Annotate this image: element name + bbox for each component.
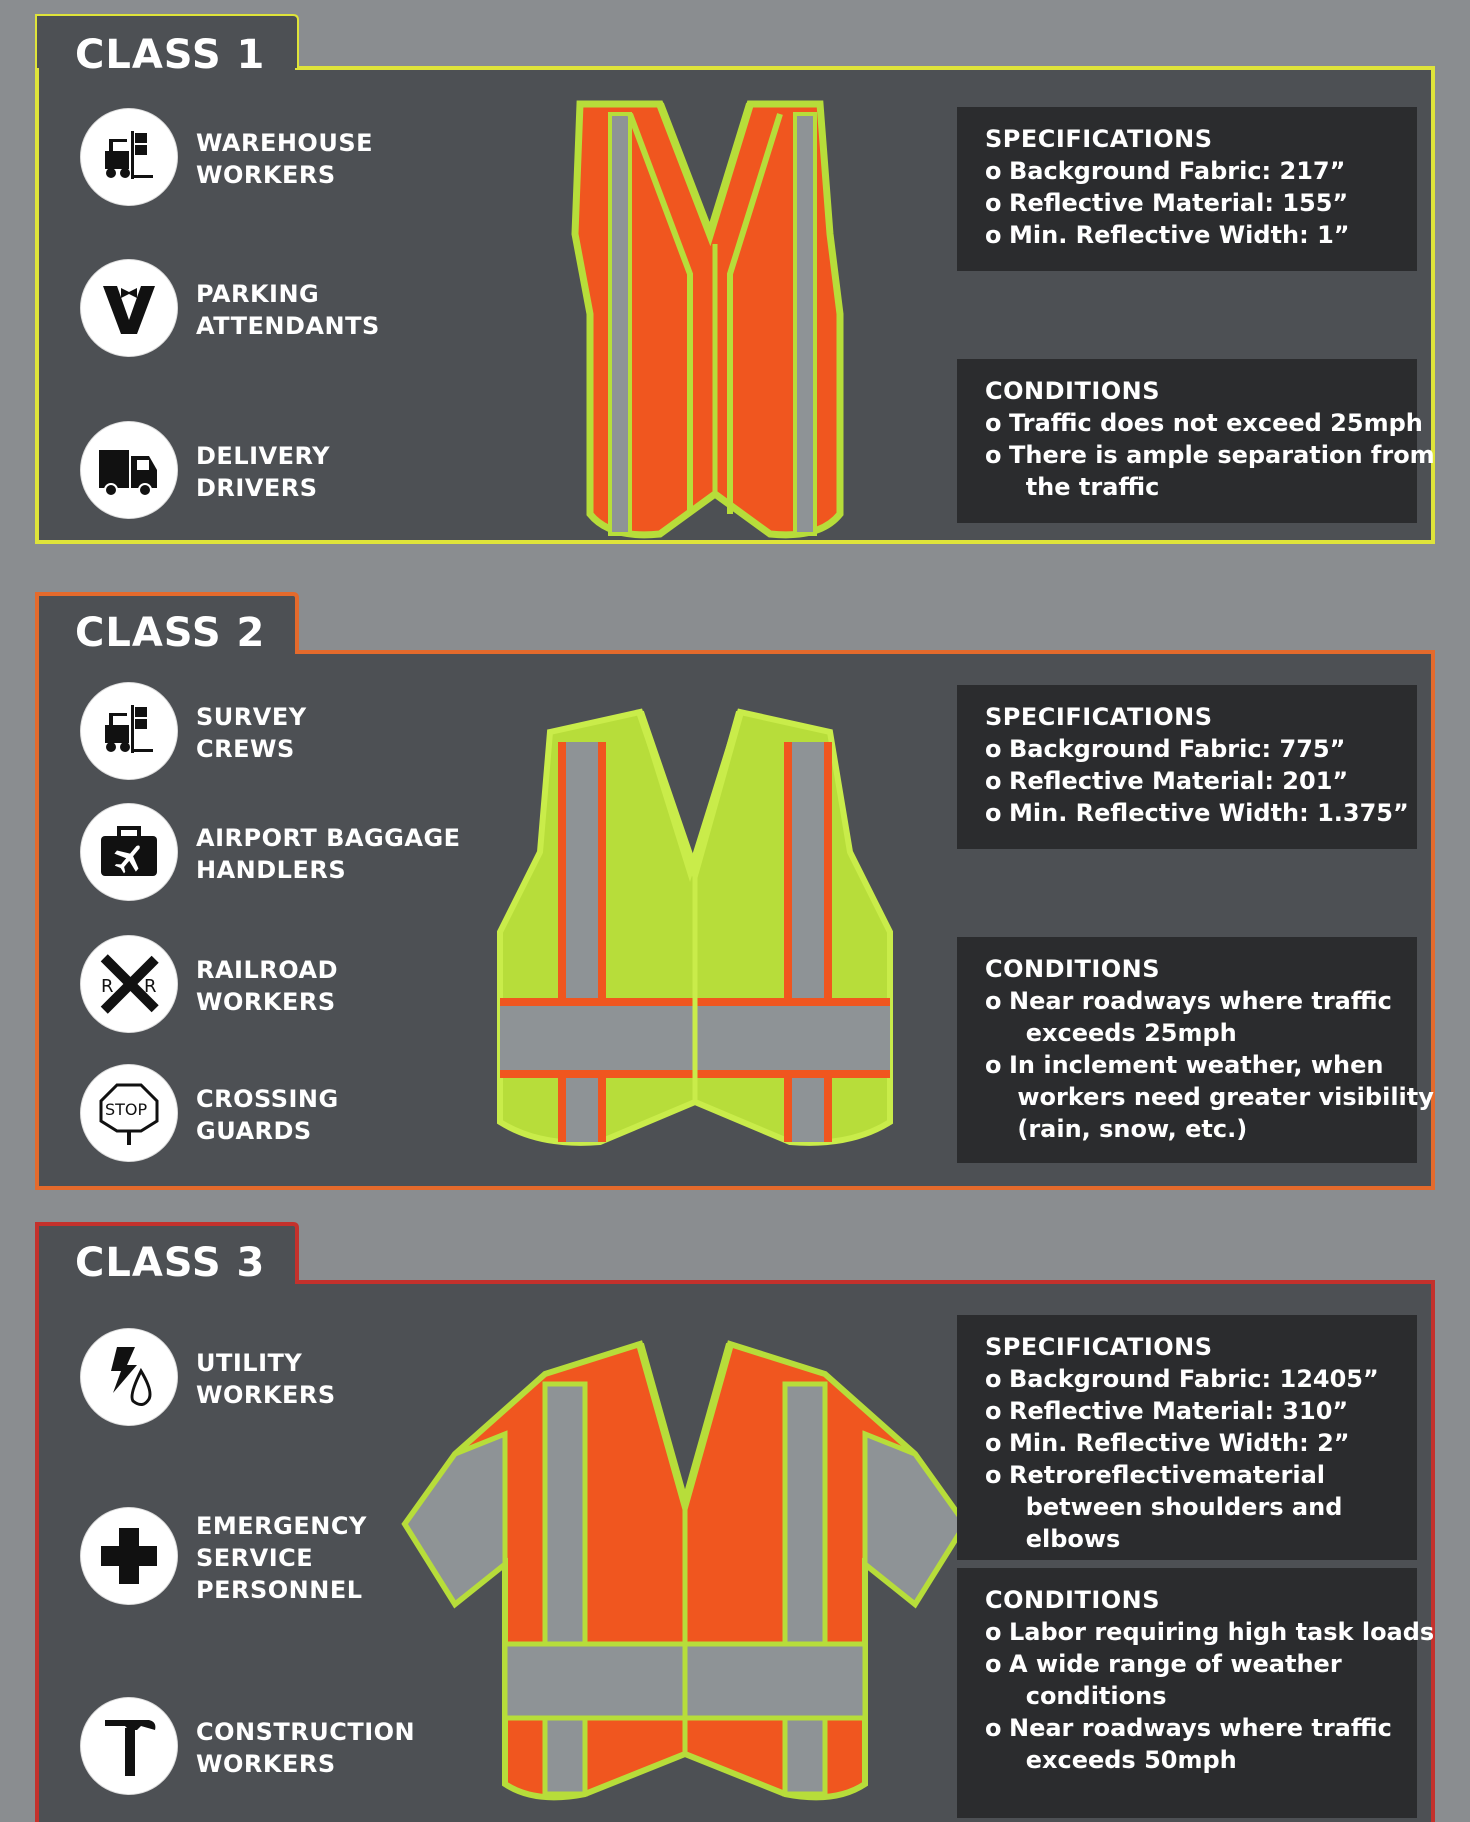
specifications-list [985,155,1397,251]
class-3-panel [35,1222,1435,1822]
class-2-specifications [957,685,1417,849]
spec-item: o Reflective Material: 310” [985,1395,1397,1427]
condition-item: o In inclement weather, when workers need greater visibility (rain, snow, etc.) [985,1049,1397,1145]
spec-item: o Background Fabric: 775” [985,733,1397,765]
specifications-heading: SPECIFICATIONS [985,1333,1213,1361]
worker-label: CONSTRUCTION WORKERS [196,1718,416,1778]
specifications-list [985,1363,1397,1555]
worker-label: RAILROAD WORKERS [196,956,339,1016]
class-title: CLASS 2 [75,610,266,656]
worker-label: SURVEY CREWS [196,703,307,763]
conditions-list [985,1616,1435,1776]
class-1-vest-image [540,94,890,554]
condition-item: o Traffic does not exceed 25mph [985,407,1397,439]
spec-item: o Reflective Material: 155” [985,187,1397,219]
spec-item: o Background Fabric: 217” [985,155,1397,187]
spec-item: o Reflective Material: 201” [985,765,1397,797]
worker-label: DELIVERY DRIVERS [196,442,331,502]
class-3-conditions [957,1568,1435,1818]
forklift-icon [81,683,177,779]
svg-text:R: R [101,976,114,997]
conditions-heading: CONDITIONS [985,955,1161,983]
stop-sign-icon [81,1065,177,1161]
valet-bowtie-icon [81,260,177,356]
spec-item: o Retroreflectivematerial between shoulders and elbows [985,1459,1397,1555]
condition-item: o There is ample separation from the traffic [985,439,1397,503]
worker-label: AIRPORT BAGGAGE HANDLERS [196,824,461,884]
spec-item: o Background Fabric: 12405” [985,1363,1397,1395]
conditions-heading: CONDITIONS [985,1586,1161,1614]
class-2-conditions [957,937,1434,1163]
condition-item: o Near roadways where traffic exceeds 50mph [985,1712,1397,1776]
spec-item: o Min. Reflective Width: 1.375” [985,797,1397,829]
hammer-icon [81,1698,177,1794]
condition-item: o A wide range of weather conditions [985,1648,1397,1712]
class-3-specifications [957,1315,1417,1560]
delivery-truck-icon [81,422,177,518]
condition-item: o Labor requiring high task loads [985,1616,1397,1648]
class-3-vest-image [395,1334,975,1814]
class-1-specifications [957,107,1417,271]
conditions-list [985,985,1434,1145]
conditions-heading: CONDITIONS [985,377,1161,405]
class-1-conditions [957,359,1435,523]
worker-label: WAREHOUSE WORKERS [196,129,373,189]
conditions-list [985,407,1435,503]
class-1-panel [35,14,1435,544]
worker-label: CROSSING GUARDS [196,1085,339,1145]
specifications-list [985,733,1409,829]
medical-cross-icon [81,1508,177,1604]
svg-text:R: R [144,976,157,997]
svg-text:STOP: STOP [105,1100,148,1119]
class-2-panel [35,592,1435,1190]
airplane-luggage-icon [81,804,177,900]
specifications-heading: SPECIFICATIONS [985,125,1213,153]
condition-item: o Near roadways where traffic exceeds 25mph [985,985,1397,1049]
worker-label: EMERGENCY SERVICE PERSONNEL [196,1512,367,1604]
lightning-water-drop-icon [81,1329,177,1425]
class-2-vest-image [490,702,900,1152]
class-title: CLASS 1 [75,32,266,78]
worker-label: UTILITY WORKERS [196,1349,336,1409]
spec-item: o Min. Reflective Width: 2” [985,1427,1397,1459]
class-title: CLASS 3 [75,1240,266,1286]
specifications-heading: SPECIFICATIONS [985,703,1213,731]
railroad-crossing-icon [81,936,177,1032]
forklift-icon [81,109,177,205]
spec-item: o Min. Reflective Width: 1” [985,219,1397,251]
worker-label: PARKING ATTENDANTS [196,280,380,340]
